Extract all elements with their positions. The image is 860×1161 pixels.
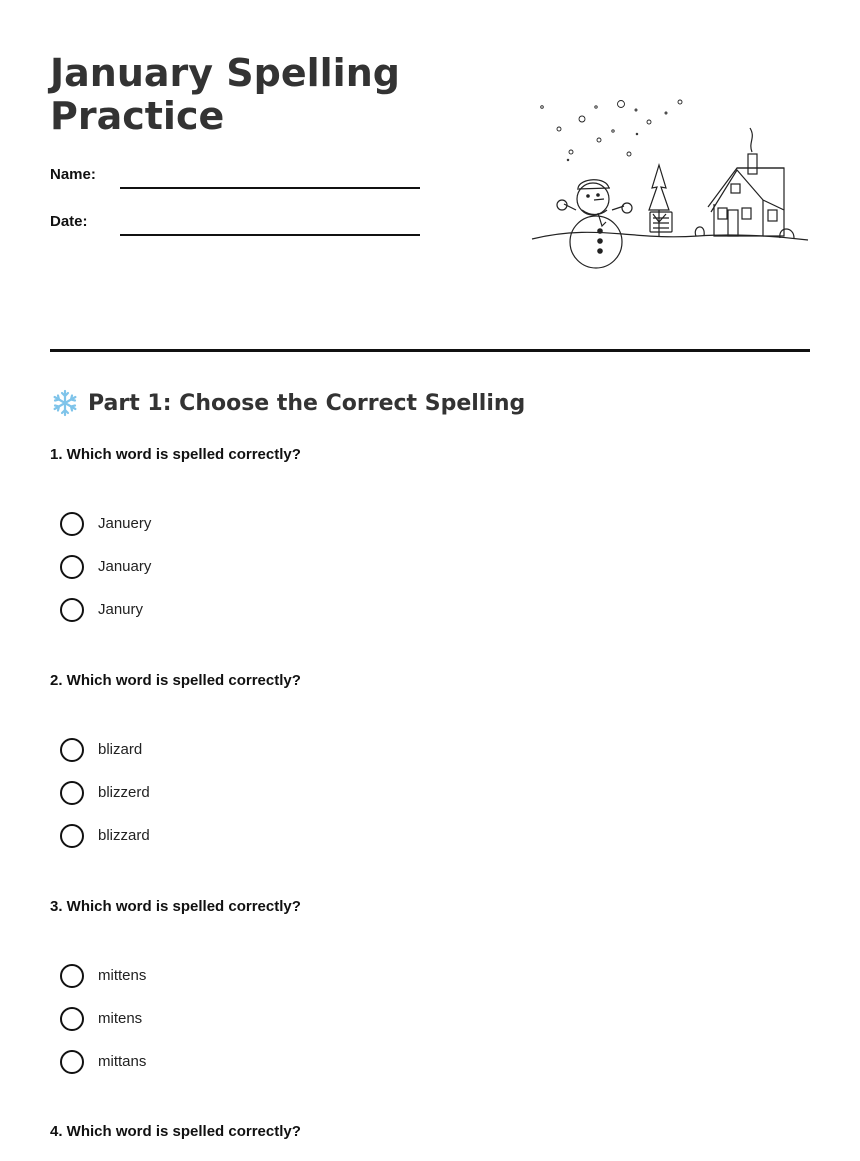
question-2 [50, 672, 810, 844]
answer-option[interactable] [60, 502, 151, 545]
section-divider [50, 349, 810, 352]
radio-button[interactable] [60, 555, 84, 579]
answer-option[interactable] [60, 1040, 146, 1083]
section-heading [50, 388, 525, 418]
radio-button[interactable] [60, 1007, 84, 1031]
house [695, 128, 794, 238]
option-label: Januery [98, 515, 152, 532]
option-label: Janury [98, 601, 144, 618]
answer-option[interactable] [60, 954, 146, 997]
page-title: January Spelling Practice [50, 51, 400, 138]
answer-options [60, 502, 151, 631]
radio-button[interactable] [60, 824, 84, 848]
answer-options [60, 954, 146, 1083]
falling-snow [541, 100, 682, 161]
question-3 [50, 898, 810, 1070]
option-label: blizzard [98, 827, 150, 844]
option-label: blizard [98, 741, 143, 758]
radio-button[interactable] [60, 512, 84, 536]
option-label: mitens [98, 1010, 143, 1027]
name-field[interactable] [120, 187, 420, 189]
answer-option[interactable] [60, 588, 151, 631]
option-label: blizzerd [98, 784, 150, 801]
answer-option[interactable] [60, 814, 150, 857]
radio-button[interactable] [60, 1050, 84, 1074]
winter-scene-illustration [528, 92, 813, 272]
option-label: January [98, 558, 152, 575]
question-4 [50, 1123, 810, 1143]
answer-option[interactable] [60, 771, 150, 814]
answer-option[interactable] [60, 545, 151, 588]
radio-button[interactable] [60, 738, 84, 762]
option-label: mittens [98, 967, 147, 984]
radio-button[interactable] [60, 598, 84, 622]
snowman [557, 180, 632, 268]
tree [649, 165, 669, 236]
date-label: Date: [50, 213, 88, 230]
section-title: Part 1: Choose the Correct Spelling [88, 390, 526, 416]
radio-button[interactable] [60, 781, 84, 805]
question-1 [50, 446, 810, 618]
question-text: 2. Which word is spelled correctly? [50, 672, 301, 689]
name-label: Name: [50, 166, 96, 183]
answer-option[interactable] [60, 728, 150, 771]
question-text: 1. Which word is spelled correctly? [50, 446, 301, 463]
question-text: 4. Which word is spelled correctly? [50, 1123, 301, 1140]
question-text: 3. Which word is spelled correctly? [50, 898, 301, 915]
snowflake-icon [50, 388, 80, 418]
answer-option[interactable] [60, 997, 146, 1040]
date-field[interactable] [120, 234, 420, 236]
option-label: mittans [98, 1053, 147, 1070]
answer-options [60, 728, 150, 857]
radio-button[interactable] [60, 964, 84, 988]
